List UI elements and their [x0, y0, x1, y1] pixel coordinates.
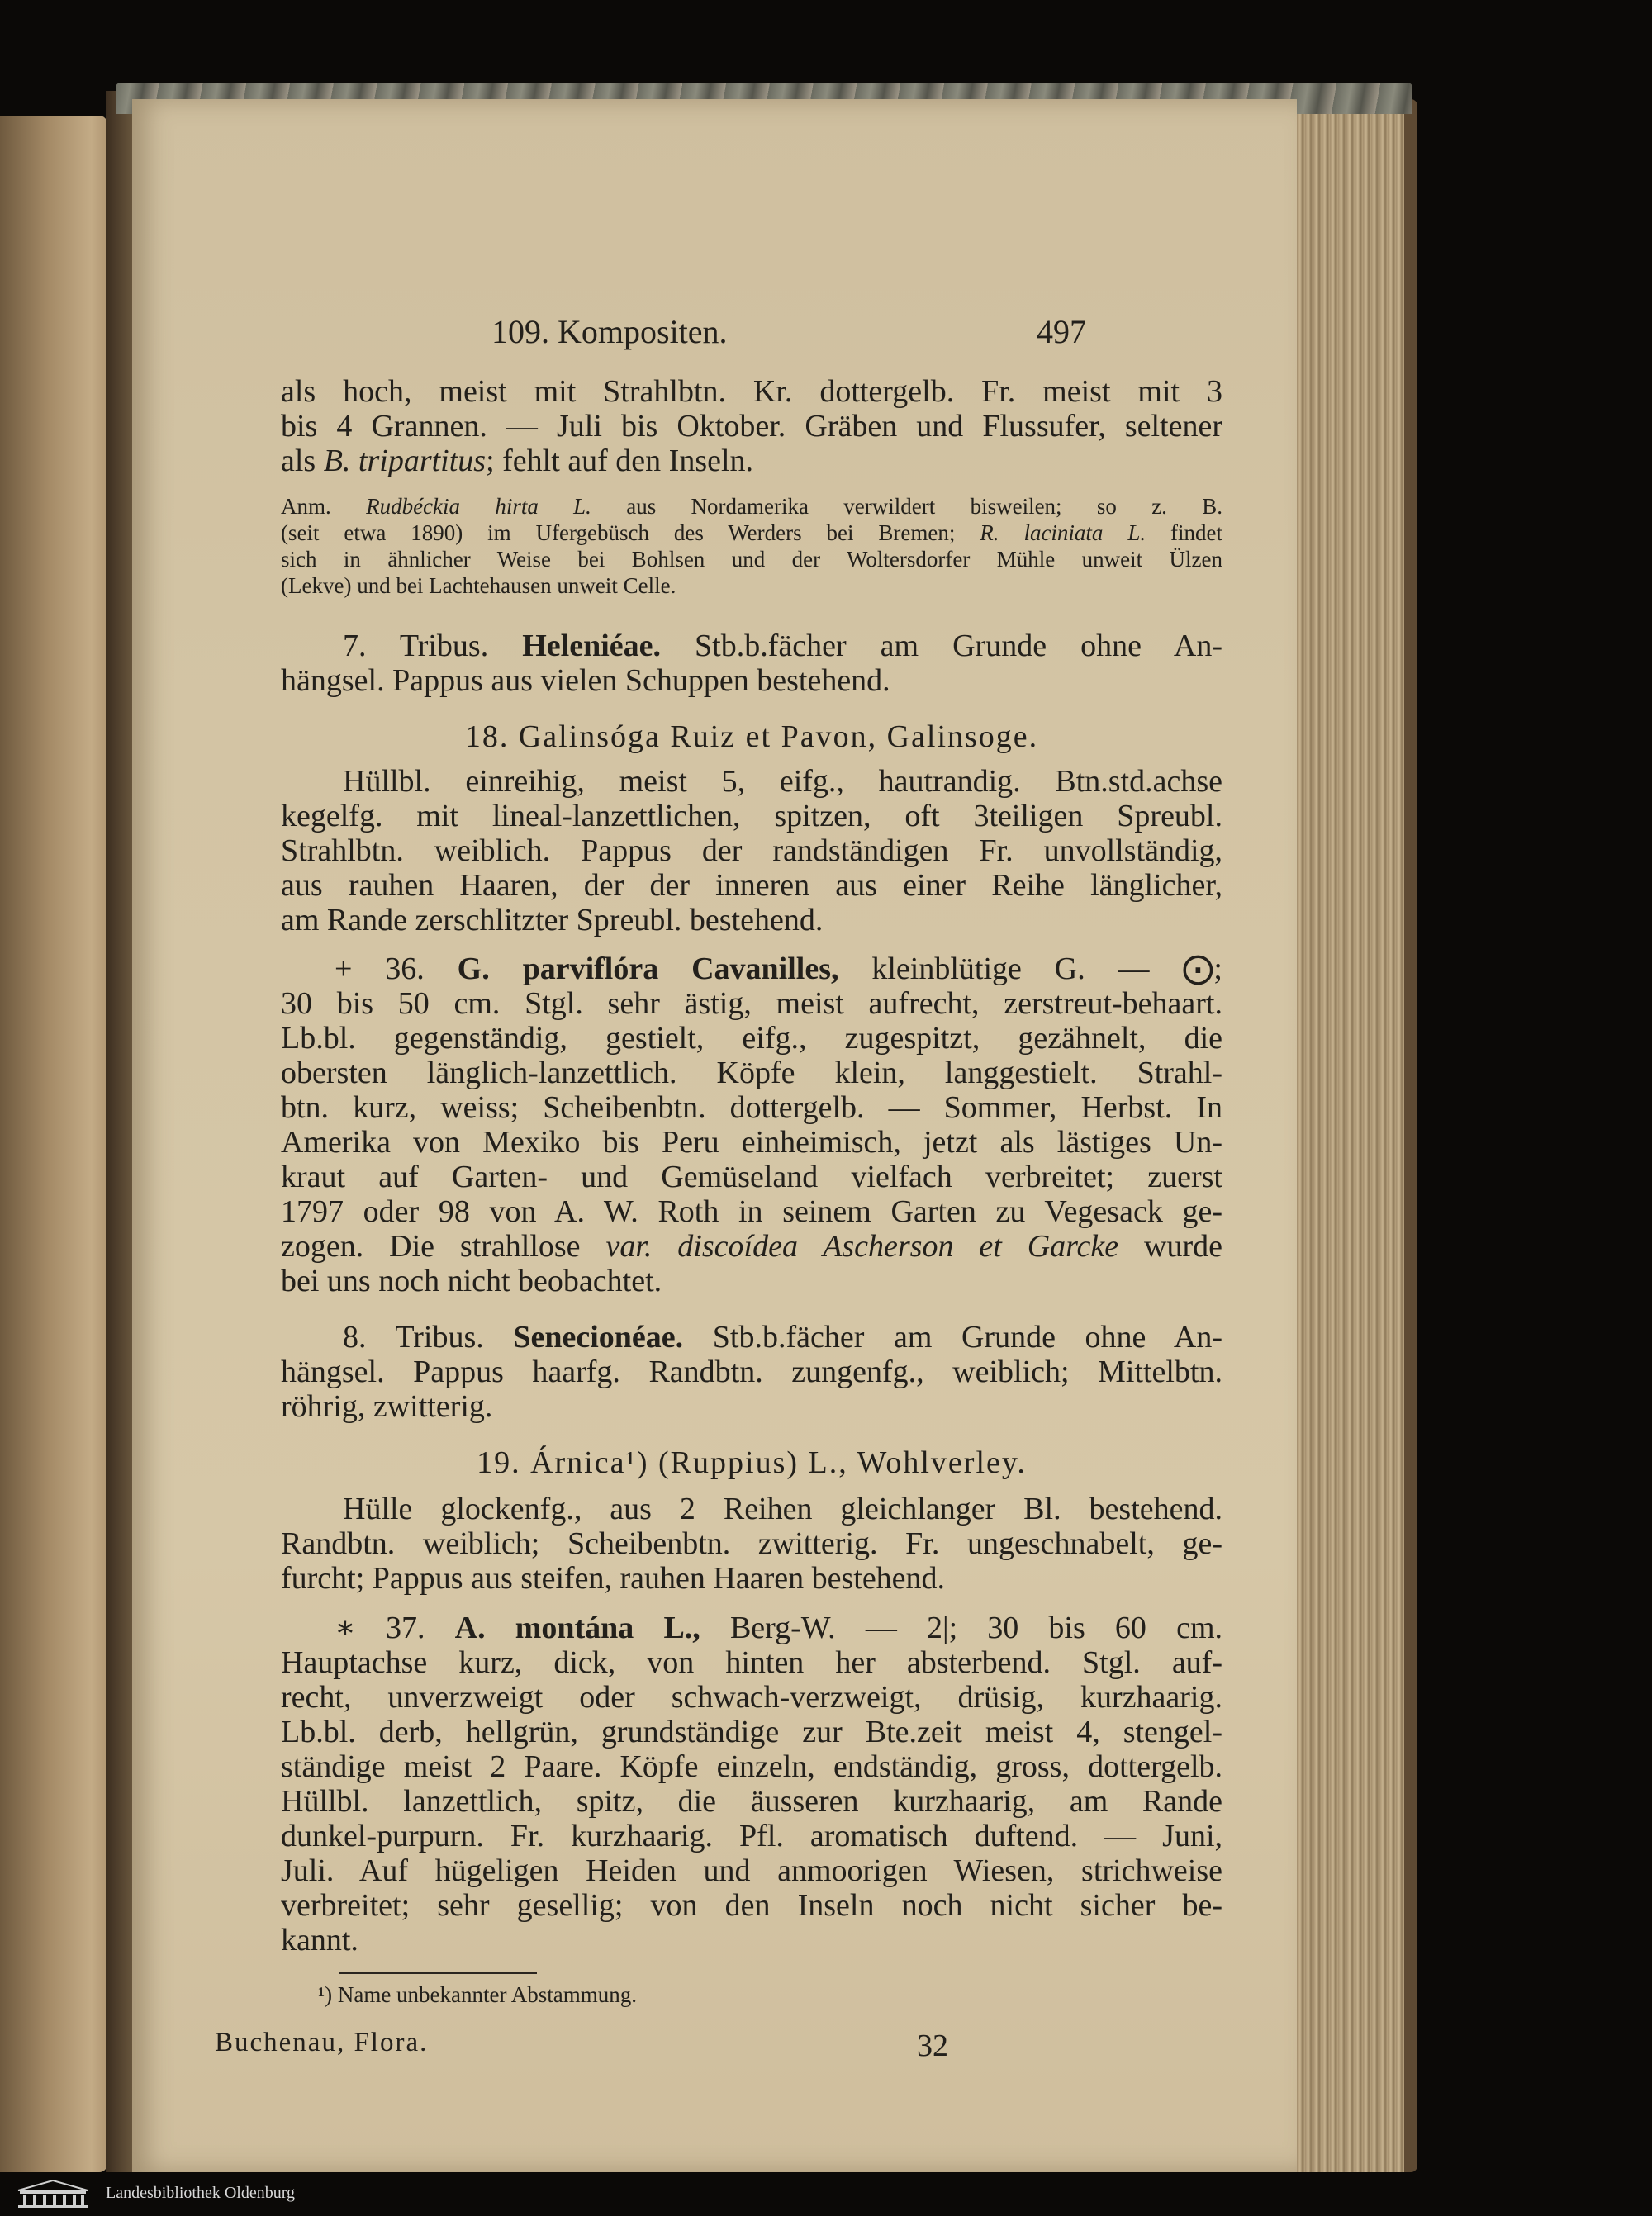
- text-line: Lb.bl. gegenständig, gestielt, eifg., zugespitzt, gezähnelt, die: [281, 1021, 1222, 1056]
- text-line: dunkel-purpurn. Fr. kurzhaarig. Pfl. aromatisch duftend. — Juni,: [281, 1819, 1222, 1853]
- genus-heading: 19. Árnica¹) (Ruppius) L., Wohlverley.: [477, 1445, 1027, 1480]
- text-line: btn. kurz, weiss; Scheibenbtn. dottergelb. — Sommer, Herbst. In: [281, 1090, 1222, 1125]
- page-footer: [132, 2028, 1297, 2066]
- text-line: kraut auf Garten- und Gemüseland vielfach verbreitet; zuerst: [281, 1160, 1222, 1194]
- text-line: Hüllbl. einreihig, meist 5, eifg., hautrandig. Btn.std.achse: [343, 764, 1222, 799]
- left-page-edge: [0, 116, 107, 2172]
- running-header: [132, 312, 1297, 354]
- library-name: Landesbibliothek Oldenburg: [106, 2184, 296, 2202]
- genus-heading: 18. Galinsóga Ruiz et Pavon, Galinsoge.: [464, 719, 1039, 754]
- text-line: Hauptachse kurz, dick, von hinten her absterbend. Stgl. auf-: [281, 1645, 1222, 1680]
- text-line: ständige meist 2 Paare. Köpfe einzeln, endständig, gross, dottergelb.: [281, 1749, 1222, 1784]
- page-stack-edge: [1289, 99, 1412, 2172]
- text-line: obersten länglich-lanzettlich. Köpfe klein, langgestielt. Strahl-: [281, 1056, 1222, 1090]
- text-line: zogen. Die strahllose var. discoídea Ascherson et Garcke wurde: [281, 1229, 1222, 1264]
- text-line: kannt.: [281, 1923, 358, 1957]
- note-line: sich in ähnlicher Weise bei Bohlsen und der Woltersdorfer Mühle unweit Ülzen: [281, 547, 1222, 572]
- text-line: hängsel. Pappus aus vielen Schuppen bestehend.: [281, 663, 890, 698]
- text-line: hängsel. Pappus haarfg. Randbtn. zungenfg., weiblich; Mittelbtn.: [281, 1355, 1222, 1389]
- note-line: (seit etwa 1890) im Ufergebüsch des Werders bei Bremen; R. laciniata L. findet: [281, 520, 1222, 545]
- text-line: 1797 oder 98 von A. W. Roth in seinem Garten zu Vegesack ge-: [281, 1194, 1222, 1229]
- book-page: [132, 99, 1297, 2172]
- text-line: röhrig, zwitterig.: [281, 1389, 493, 1424]
- footnote-rule: [339, 1972, 537, 1974]
- text-line: Hüllbl. lanzettlich, spitz, die äusseren kurzhaarig, am Rande: [281, 1784, 1222, 1819]
- text-line: Juli. Auf hügeligen Heiden und anmoorigen Wiesen, strichweise: [281, 1853, 1222, 1888]
- footnote: ¹) Name unbekannter Abstammung.: [318, 1982, 638, 2007]
- text-line: am Rande zerschlitzter Spreubl. bestehend.: [281, 903, 824, 937]
- text-line: bei uns noch nicht beobachtet.: [281, 1264, 662, 1298]
- running-title: 109. Kompositen.: [491, 313, 728, 350]
- note-line: Anm. Rudbéckia hirta L. aus Nordamerika verwildert bisweilen; so z. B.: [281, 494, 1223, 519]
- tribus-heading: 8. Tribus. Senecionéae. Stb.b.fächer am Grunde ohne An-: [343, 1320, 1222, 1355]
- text-line: Randbtn. weiblich; Scheibenbtn. zwitterig. Fr. ungeschnabelt, ge-: [281, 1526, 1222, 1561]
- text-line: kegelfg. mit lineal-lanzettlichen, spitzen, oft 3teiligen Spreubl.: [281, 799, 1222, 833]
- text-line: Hülle glockenfg., aus 2 Reihen gleichlanger Bl. bestehend.: [343, 1492, 1222, 1526]
- footer-author: Buchenau, Flora.: [215, 2028, 429, 2057]
- text-line: als B. tripartitus; fehlt auf den Inseln.: [281, 444, 754, 478]
- book-cover-edge: [1404, 99, 1417, 2172]
- note-line: (Lekve) und bei Lachtehausen unweit Celle.: [281, 573, 676, 598]
- species-heading: ∗ 37. A. montána L., Berg-W. — 2|; 30 bis 60 cm.: [335, 1611, 1223, 1645]
- text-line: furcht; Pappus aus steifen, rauhen Haaren bestehend.: [281, 1561, 946, 1596]
- text-line: Amerika von Mexiko bis Peru einheimisch, jetzt als lästiges Un-: [281, 1125, 1222, 1160]
- tribus-heading: 7. Tribus. Heleniéae. Stb.b.fächer am Grunde ohne An-: [343, 629, 1222, 663]
- library-bar: [0, 2172, 1652, 2216]
- text-line: bis 4 Grannen. — Juli bis Oktober. Gräben und Flussufer, seltener: [281, 409, 1222, 444]
- text-line: als hoch, meist mit Strahlbtn. Kr. dottergelb. Fr. meist mit 3: [281, 374, 1222, 409]
- text-line: Strahlbtn. weiblich. Pappus der randständigen Fr. unvollständig,: [281, 833, 1222, 868]
- page-number: 497: [1037, 313, 1086, 350]
- text-line: Lb.bl. derb, hellgrün, grundständige zur Bte.zeit meist 4, stengel-: [281, 1715, 1222, 1749]
- text-line: 30 bis 50 cm. Stgl. sehr ästig, meist aufrecht, zerstreut-behaart.: [281, 986, 1222, 1021]
- species-heading: + 36. G. parviflóra Cavanilles, kleinblütige G. — ⨀;: [335, 951, 1222, 986]
- text-line: aus rauhen Haaren, der der inneren aus einer Reihe länglicher,: [281, 868, 1222, 903]
- text-line: verbreitet; sehr gesellig; von den Inseln noch nicht sicher be-: [281, 1888, 1222, 1923]
- library-building-icon: [12, 2179, 94, 2209]
- signature-mark: 32: [917, 2029, 948, 2063]
- text-line: recht, unverzweigt oder schwach-verzweigt, drüsig, kurzhaarig.: [281, 1680, 1222, 1715]
